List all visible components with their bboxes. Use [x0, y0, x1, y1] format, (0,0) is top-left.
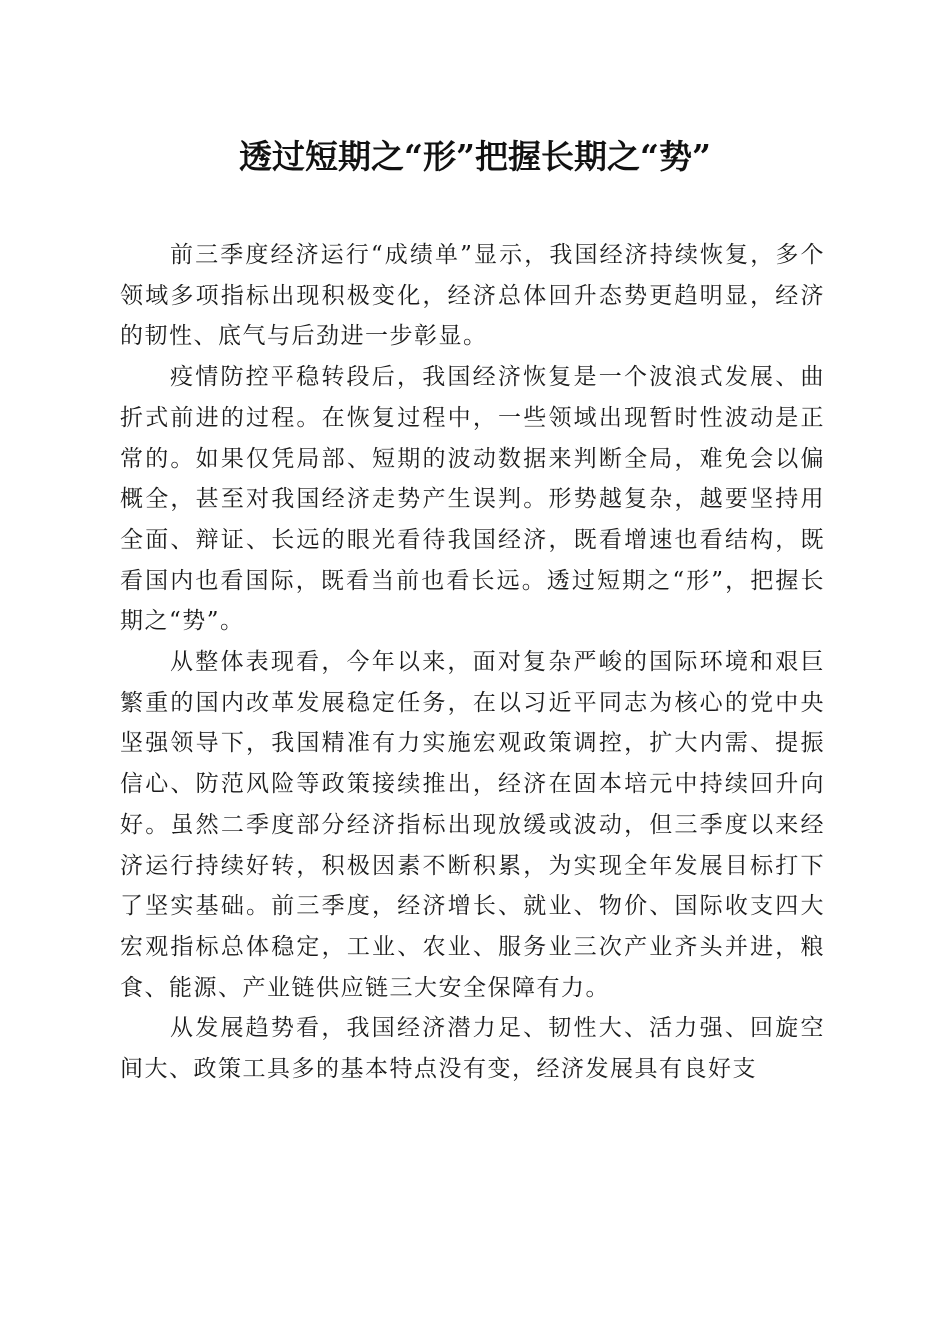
paragraph: 从发展趋势看，我国经济潜力足、韧性大、活力强、回旋空间大、政策工具多的基本特点没有变，经济发展具有良好支	[120, 1015, 825, 1083]
document-body	[120, 235, 825, 1090]
paragraph: 前三季度经济运行“成绩单”显示，我国经济持续恢复，多个领域多项指标出现积极变化，经济总体回升态势更趋明显，经济的韧性、底气与后劲进一步彰显。	[120, 242, 825, 350]
document-title: 透过短期之“形”把握长期之“势”	[239, 137, 711, 176]
paragraph: 从整体表现看，今年以来，面对复杂严峻的国际环境和艰巨繁重的国内改革发展稳定任务，在以习近平同志为核心的党中央坚强领导下，我国精准有力实施宏观政策调控，扩大内需、提振信心、防范风险等政策接续推出，经济在固本培元中持续回升向好。虽然二季度部分经济指标出现放缓或波动，但三季度以来经济运行持续好转，积极因素不断积累，为实现全年发展目标打下了坚实基础。前三季度，经济增长、就业、物价、国际收支四大宏观指标总体稳定，工业、农业、服务业三次产业齐头并进，粮食、能源、产业链供应链三大安全保障有力。	[120, 649, 825, 1001]
paragraph: 疫情防控平稳转段后，我国经济恢复是一个波浪式发展、曲折式前进的过程。在恢复过程中，一些领域出现暂时性波动是正常的。如果仅凭局部、短期的波动数据来判断全局，难免会以偏概全，甚至对我国经济走势产生误判。形势越复杂，越要坚持用全面、辩证、长远的眼光看待我国经济，既看增速也看结构，既看国内也看国际，既看当前也看长远。透过短期之“形”，把握长期之“势”。	[120, 364, 825, 635]
